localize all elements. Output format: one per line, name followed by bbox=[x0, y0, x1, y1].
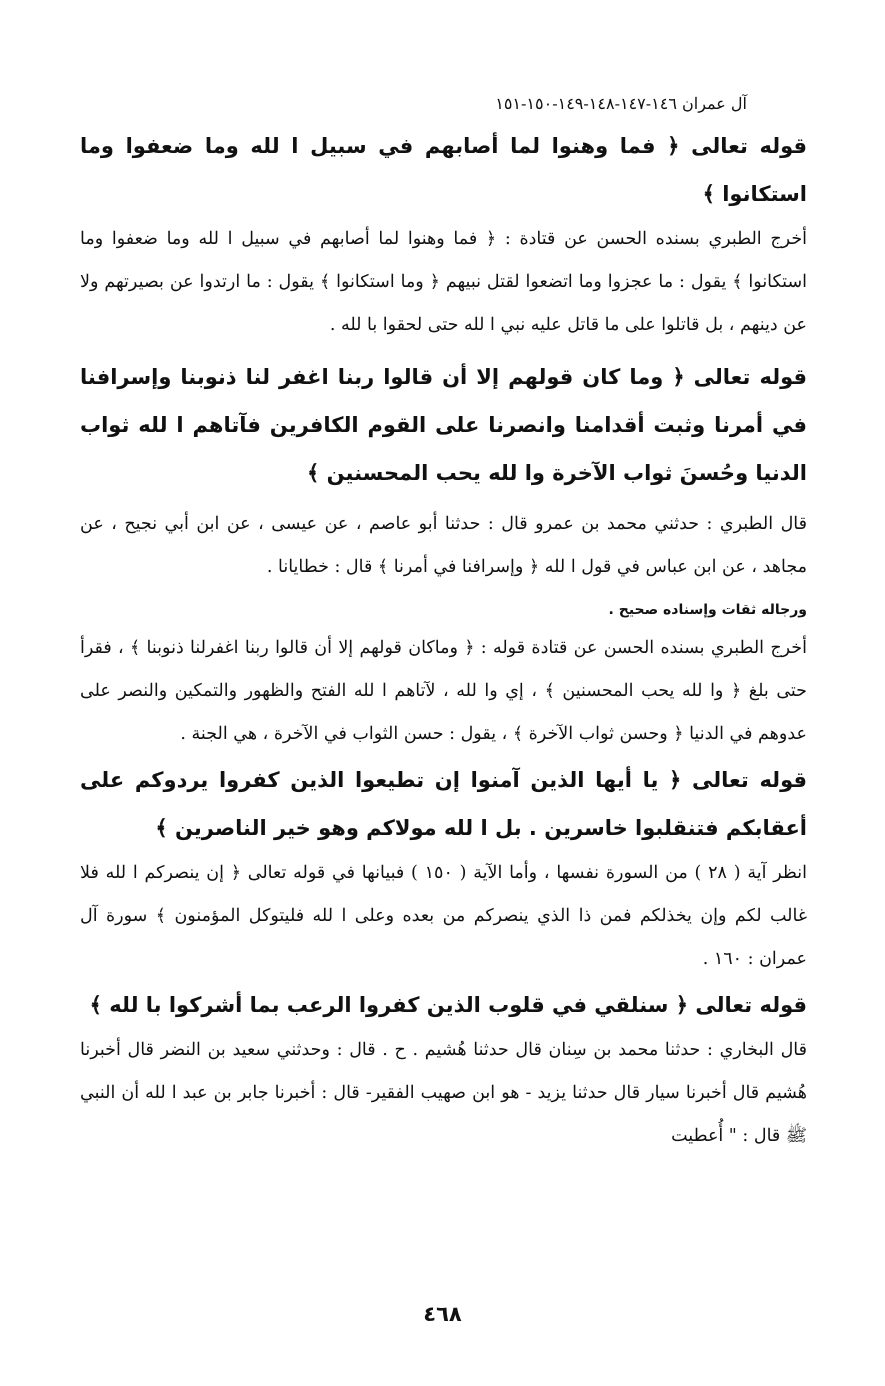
commentary-paragraph: قال الطبري : حدثني محمد بن عمرو قال : حدثنا أبو عاصم ، عن عيسى ، عن ابن أبي نجيح ، عن مجاهد ، عن ابن عباس في قول ا لله ﴿ وإسرافنا في أمرنا ﴾ قال : خطايانا . bbox=[80, 514, 807, 577]
commentary-paragraph: أخرج الطبري بسنده الحسن عن قتادة : ﴿ فما وهنوا لما أصابهم في سبيل ا لله وما ضعفوا وما استكانوا ﴾ يقول : ما عجزوا وما اتضعوا لقتل نبيهم ﴿ وما استكانوا ﴾ يقول : ما ارتدوا عن بصيرتهم ولا عن دينهم ، بل قاتلوا على ما قاتل عليه نبي ا لله حتى لحقوا با لله . bbox=[80, 229, 807, 335]
verse-heading: قوله تعالى ﴿ وما كان قولهم إلا أن قالوا ربنا اغفر لنا ذنوبنا وإسرافنا في أمرنا وثبت أقدامنا وانصرنا على القوم الكافرين فآتاهم ا لله ثواب الدنيا وحُسنَ ثواب الآخرة وا لله يحب المحسنين ﴾ bbox=[80, 365, 807, 485]
verse-heading: قوله تعالى ﴿ فما وهنوا لما أصابهم في سبيل ا لله وما ضعفوا وما استكانوا ﴾ bbox=[80, 134, 807, 206]
commentary-paragraph: قال البخاري : حدثنا محمد بن سِنان قال حدثنا هُشيم . ح . قال : وحدثني سعيد بن النضر قال أخبرنا هُشيم قال أخبرنا سيار قال حدثنا يزيد - هو ابن صهيب الفقير- قال : أخبرنا جابر بن عبد ا لله أن النبي ﷺ قال : " أُعطيت bbox=[80, 1040, 807, 1146]
section-1 bbox=[80, 122, 807, 347]
commentary-paragraph: انظر آية ( ٢٨ ) من السورة نفسها ، وأما الآية ( ١٥٠ ) فبيانها في قوله تعالى ﴿ إن ينصركم ا لله فلا غالب لكم وإن يخذلكم فمن ذا الذي ينصركم من بعده وعلى ا لله فليتوكل المؤمنون ﴾ سورة آل عمران : ١٦٠ . bbox=[80, 863, 807, 969]
section-4 bbox=[80, 981, 807, 1158]
running-head: آل عمران ١٤٦-١٤٧-١٤٨-١٤٩-١٥٠-١٥١ bbox=[495, 94, 747, 113]
page-number: ٤٦٨ bbox=[423, 1302, 462, 1326]
commentary-paragraph: أخرج الطبري بسنده الحسن عن قتادة قوله : ﴿ وماكان قولهم إلا أن قالوا ربنا اغفرلنا ذنوبنا ﴾ ، فقرأ حتى بلغ ﴿ وا لله يحب المحسنين ﴾ ، إي وا لله ، لآتاهم ا لله الفتح والظهور والتمكين والنصر على عدوهم في الدنيا ﴿ وحسن ثواب الآخرة ﴾ ، يقول : حسن الثواب في الآخرة ، هي الجنة . bbox=[80, 638, 807, 744]
chain-grading-note: ورجاله ثقات وإسناده صحيح . bbox=[608, 602, 807, 618]
verse-heading: قوله تعالى ﴿ يا أيها الذين آمنوا إن تطيعوا الذين كفروا يردوكم على أعقابكم فتنقلبوا خاسرين . بل ا لله مولاكم وهو خير الناصرين ﴾ bbox=[80, 768, 807, 840]
section-3 bbox=[80, 756, 807, 981]
section-2 bbox=[80, 353, 807, 756]
verse-heading: قوله تعالى ﴿ سنلقي في قلوب الذين كفروا الرعب بما أشركوا با لله ﴾ bbox=[89, 993, 807, 1017]
